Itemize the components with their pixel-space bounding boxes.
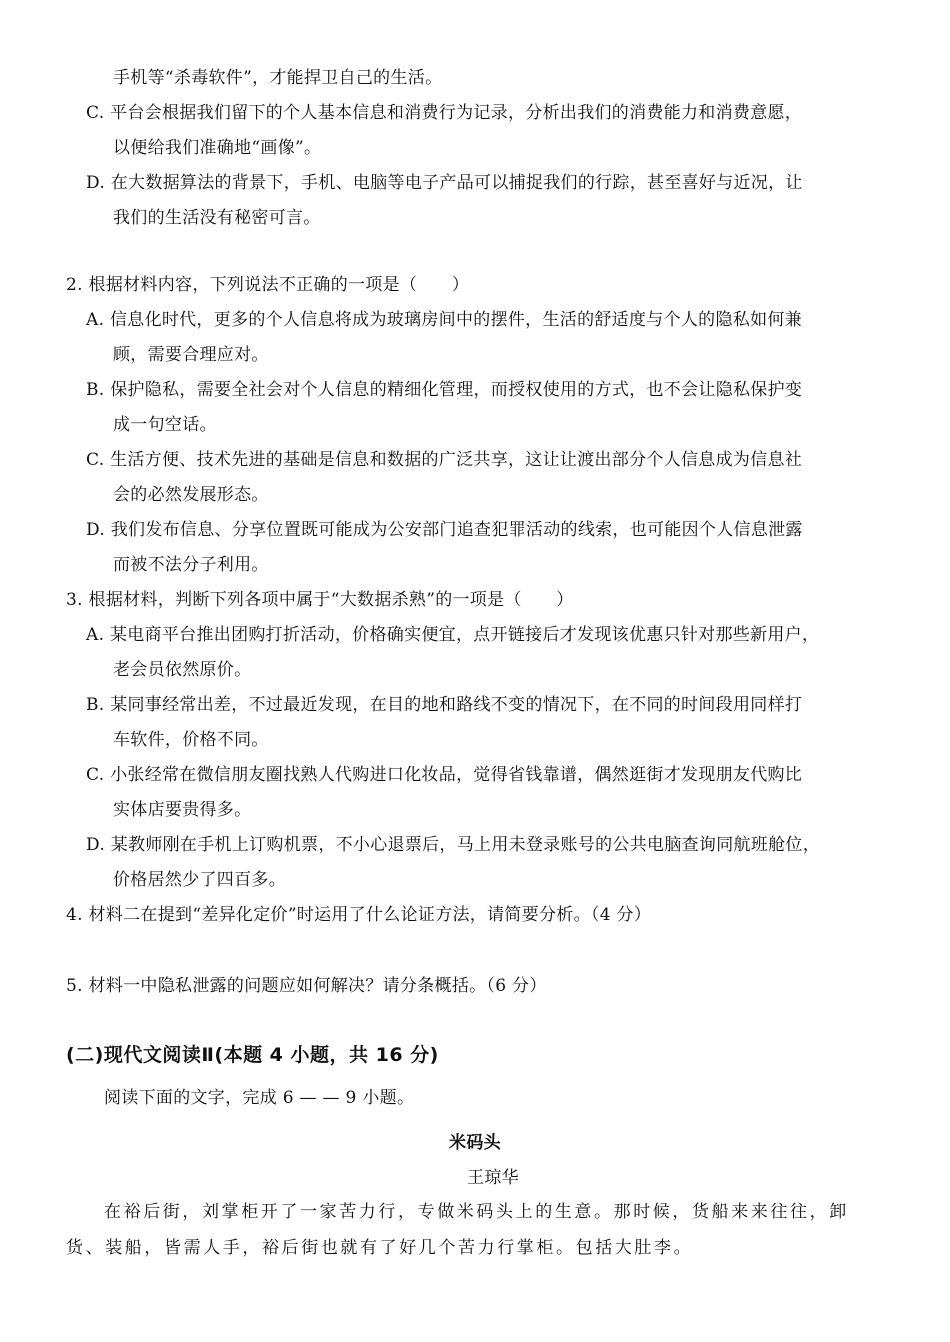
q1-option-c-line2: 以便给我们准确地“画像”。 [113,138,322,158]
q2-option-c-line2: 会的必然发展形态。 [113,485,269,505]
q1-option-c-line1: C. 平台会根据我们留下的个人基本信息和消费行为记录，分析出我们的消费能力和消费意愿， [86,103,803,123]
q2-option-d-line1: D. 我们发布信息、分享位置既可能成为公安部门追查犯罪活动的线索，也可能因个人信息泄露 [86,520,803,540]
q2-option-a-line2: 顾，需要合理应对。 [113,345,269,365]
q2-option-d-line2: 而被不法分子利用。 [113,555,269,575]
q2-option-b-line2: 成一句空话。 [113,415,217,435]
q3-option-c-line1: C. 小张经常在微信朋友圈找熟人代购进口化妆品，觉得省钱靠谱，偶然逛街才发现朋友代购比 [86,765,803,785]
q3-stem: 3. 根据材料，判断下列各项中属于“大数据杀熟”的一项是（ ） [66,590,574,610]
q2-option-a-line1: A. 信息化时代，更多的个人信息将成为玻璃房间中的摆件，生活的舒适度与个人的隐私如何兼 [86,310,802,330]
q3-option-a-line2: 老会员依然原价。 [113,660,252,680]
q1-option-d-line2: 我们的生活没有秘密可言。 [113,208,321,228]
story-author: 王琼华 [467,1168,519,1188]
q3-option-d-line2: 价格居然少了四百多。 [113,870,286,890]
q1-option-b-continuation: 手机等“杀毒软件”，才能捍卫自己的生活。 [113,68,443,88]
story-title: 米码头 [449,1133,501,1153]
section-instruction: 阅读下面的文字，完成 6 — — 9 小题。 [104,1088,415,1108]
story-paragraph-line2: 货、装船，皆需人手，裕后街也就有了好几个苦力行掌柜。包括大肚李。 [66,1238,694,1258]
q3-option-b-line1: B. 某同事经常出差，不过最近发现，在目的地和路线不变的情况下，在不同的时间段用同样打 [86,695,803,715]
story-paragraph-line1: 在裕后街，刘掌柜开了一家苦力行，专做米码头上的生意。那时候，货船来来往往，卸 [104,1202,849,1222]
q3-option-d-line1: D. 某教师刚在手机上订购机票，不小心退票后，马上用未登录账号的公共电脑查询同航班舱位， [86,835,821,855]
section-heading: (二)现代文阅读Ⅱ(本题 4 小题，共 16 分) [66,1044,439,1066]
q2-option-c-line1: C. 生活方便、技术先进的基础是信息和数据的广泛共享，这让让渡出部分个人信息成为信息社 [86,450,803,470]
q2-stem: 2. 根据材料内容，下列说法不正确的一项是（ ） [66,275,470,295]
q5-stem: 5. 材料一中隐私泄露的问题应如何解决？请分条概括。（6 分） [66,976,547,996]
q4-stem: 4. 材料二在提到“差异化定价”时运用了什么论证方法，请简要分析。（4 分） [66,905,652,925]
q2-option-b-line1: B. 保护隐私，需要全社会对个人信息的精细化管理，而授权使用的方式，也不会让隐私保护变 [86,380,803,400]
q3-option-b-line2: 车软件，价格不同。 [113,730,269,750]
q3-option-a-line1: A. 某电商平台推出团购打折活动，价格确实便宜，点开链接后才发现该优惠只针对那些新用户， [86,625,820,645]
q1-option-d-line1: D. 在大数据算法的背景下，手机、电脑等电子产品可以捕捉我们的行踪，甚至喜好与近况，让 [86,173,803,193]
q3-option-c-line2: 实体店要贵得多。 [113,800,252,820]
